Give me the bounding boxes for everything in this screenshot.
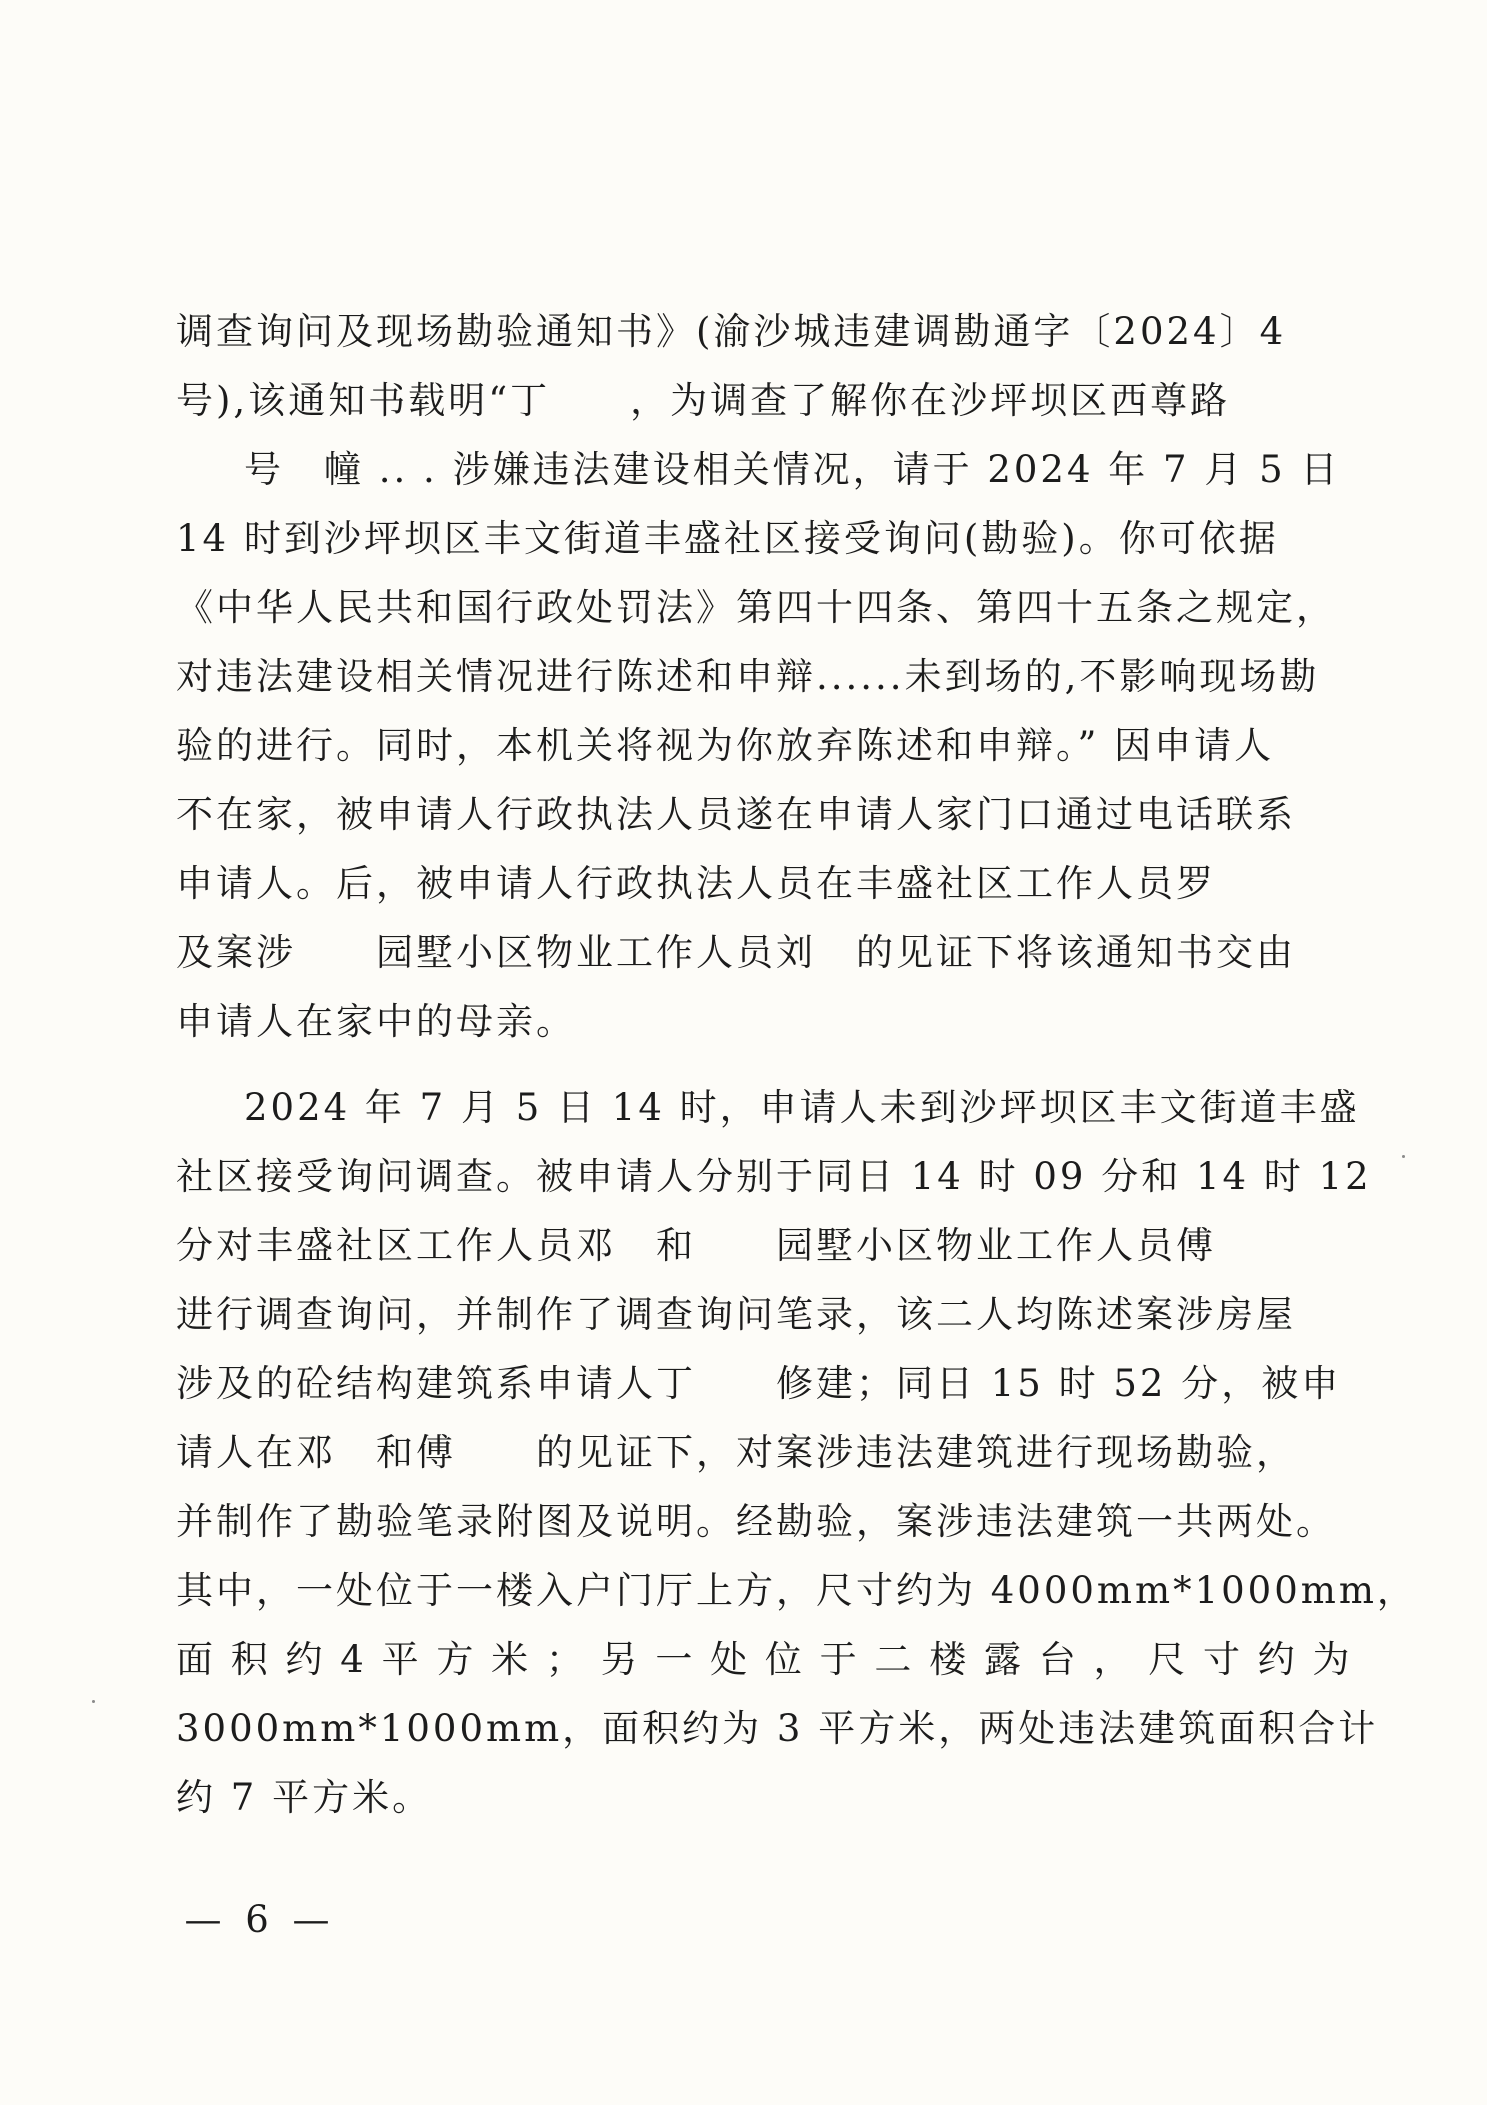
body-text-line: 涉及的砼结构建筑系申请人丁 修建；同日 15 时 52 分，被申: [176, 1362, 1342, 1405]
body-text-line: 3000mm*1000mm，面积约为 3 平方米，两处违法建筑面积合计: [176, 1707, 1379, 1750]
body-text-line: 约 7 平方米。: [176, 1776, 433, 1819]
scan-speck: [92, 1700, 95, 1703]
body-text-line: 其中，一处位于一楼入户门厅上方，尺寸约为 4000mm*1000mm，: [176, 1569, 1417, 1612]
body-text-line: 申请人在家中的母亲。: [176, 1000, 576, 1043]
body-text-line: 申请人。后，被申请人行政执法人员在丰盛社区工作人员罗: [176, 862, 1216, 905]
body-text-line: 不在家，被申请人行政执法人员遂在申请人家门口通过电话联系: [176, 793, 1296, 836]
body-text-line: 并制作了勘验笔录附图及说明。经勘验，案涉违法建筑一共两处。: [176, 1500, 1336, 1543]
body-text-line: 社区接受询问调查。被申请人分别于同日 14 时 09 分和 14 时 12: [176, 1155, 1372, 1198]
body-text-line: 验的进行。同时，本机关将视为你放弃陈述和申辩。” 因申请人: [176, 724, 1275, 767]
body-text-line: 《中华人民共和国行政处罚法》第四十四条、第四十五条之规定，: [176, 586, 1336, 629]
body-text-line: 2024 年 7 月 5 日 14 时，申请人未到沙坪坝区丰文街道丰盛: [244, 1086, 1360, 1129]
body-text-line: 及案涉 园墅小区物业工作人员刘 的见证下将该通知书交由: [176, 931, 1296, 974]
page-number: — 6 —: [184, 1898, 336, 1941]
body-text-line: 分对丰盛社区工作人员邓 和 园墅小区物业工作人员傅: [176, 1224, 1216, 1267]
body-text-line: 面 积 约 4 平 方 米 ； 另 一 处 位 于 二 楼 露 台 ， 尺 寸 约 为: [176, 1638, 1353, 1681]
body-text-line: 号),该通知书载明“丁 ，为调查了解你在沙坪坝区西尊路: [176, 379, 1231, 422]
body-text-line: 进行调查询问，并制作了调查询问笔录，该二人均陈述案涉房屋: [176, 1293, 1296, 1336]
body-text-line: 14 时到沙坪坝区丰文街道丰盛社区接受询问(勘验)。你可依据: [176, 517, 1279, 560]
scan-speck: [1402, 1155, 1405, 1158]
body-text-line: 调查询问及现场勘验通知书》(渝沙城违建调勘通字〔2024〕4: [176, 310, 1287, 353]
body-text-line: 请人在邓 和傅 的见证下，对案涉违法建筑进行现场勘验，: [176, 1431, 1296, 1474]
body-text-line: 号 幢 .. . 涉嫌违法建设相关情况，请于 2024 年 7 月 5 日: [244, 448, 1341, 491]
body-text-line: 对违法建设相关情况进行陈述和申辩......未到场的,不影响现场勘: [176, 655, 1320, 698]
